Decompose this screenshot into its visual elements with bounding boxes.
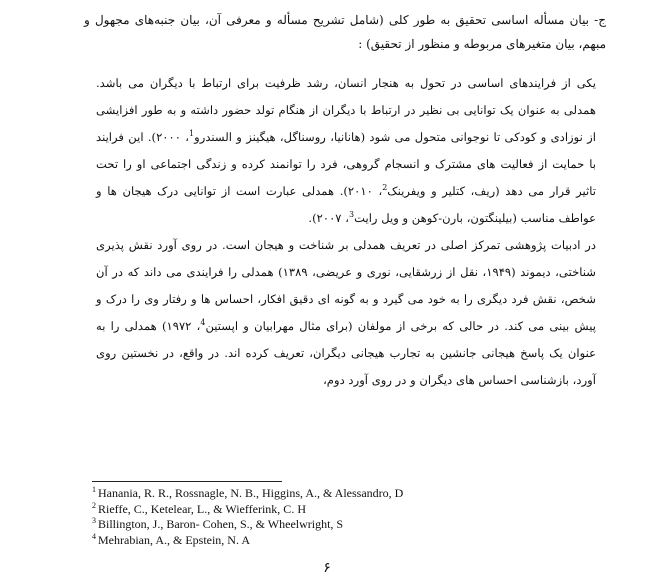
footnote-list [92, 486, 572, 548]
footnote-text: Hanania, R. R., Rossnagle, N. B., Higgins, A., & Alessandro, D [98, 486, 404, 500]
footnote-marker: 2 [382, 183, 388, 193]
footnote-item [92, 517, 572, 533]
footnote-number: 1 [92, 485, 96, 494]
paragraph-text: ، ۲۰۱۰). همدلی عبارت است از توانایی درک هیجان ها و عواطف مناسب (بیلینگتون، بارن-کوهن و ویل رایت [96, 184, 596, 225]
footnote-number: 3 [92, 516, 96, 525]
footnote-text: Rieffe, C., Ketelear, L., & Wiefferink, C. H [98, 501, 306, 516]
paragraph-text: در ادبیات پژوهشی تمرکز اصلی در تعریف همدلی بر شناخت و هیجان است. در روی آورد نقش پذیری شناختی، دیموند (۱۹۴۹، نقل از زرشقایی، نوری و عریضی، ۱۳۸۹) همدلی را فرایندی می داند که در آن شخص، نقش فرد دیگری را به خود می گیرد و به گونه ای دقیق افکار، احساس ها و رفتار وی را درک و پیش بینی می کند. در حالی که برخی از مولفان (برای مثال مهرابیان و اپستین [96, 238, 596, 333]
footnote-item [92, 533, 572, 549]
footnote-text: Mehrabian, A., & Epstein, N. A [98, 532, 250, 547]
page-number: ۶ [323, 560, 331, 576]
paragraph-text: یکی از فرایندهای اساسی در تحول به هنجار انسان، رشد ظرفیت برای ارتباط با دیگران می باشد. همدلی به عنوان یک توانایی بی نظیر در ارتباط با دیگران از هنگام تولد حضور داشته و به طور افزایشی از نوزادی و کودکی تا نوجوانی متحول می شود (هانانیا، روسناگل، هیگینز و السندرو [96, 76, 596, 144]
footnote-number: 4 [92, 531, 96, 541]
footnote-number: 2 [92, 500, 96, 510]
footnote-text: Billington, J., Baron- Cohen, S., & Wheelwright, S [98, 517, 344, 531]
footnote-marker: 3 [348, 210, 355, 220]
paragraph-text: ، ۱۹۷۲) همدلی را به عنوان یک پاسخ هیجانی جانشین به تجارب هیجانی دیگران، تعریف کرده اند. در واقع، در نخستین روی آورد، بازشناسی احساس های دیگران و در روی آورد دوم، [96, 319, 596, 387]
footnote-marker: 4 [200, 318, 206, 328]
footnote-item [92, 486, 572, 502]
paragraph-text: ، ۲۰۰۷). [308, 211, 349, 225]
paragraph-1 [96, 70, 596, 232]
footnote-item [92, 502, 572, 518]
body-text [96, 70, 596, 394]
footnote-marker: 1 [189, 129, 195, 139]
footnote-separator [92, 481, 282, 482]
section-heading: ج- بیان مسأله اساسی تحقیق به طور کلی (شامل تشریح مسأله و معرفی آن، بیان جنبه‌های مجهول و مبهم، بیان متغیرهای مربوطه و منظور از تحقیق) : [84, 13, 606, 51]
paragraph-text: ، ۲۰۰۰). این فرایند با حمایت از فعالیت های مشترک و انسجام گروهی، فرد را توانمند کرده و زندگی اجتماعی او را تحت تاثیر قرار می دهد (ریف، کتلیر و ویفرینک [96, 130, 596, 198]
paragraph-2 [96, 232, 596, 394]
